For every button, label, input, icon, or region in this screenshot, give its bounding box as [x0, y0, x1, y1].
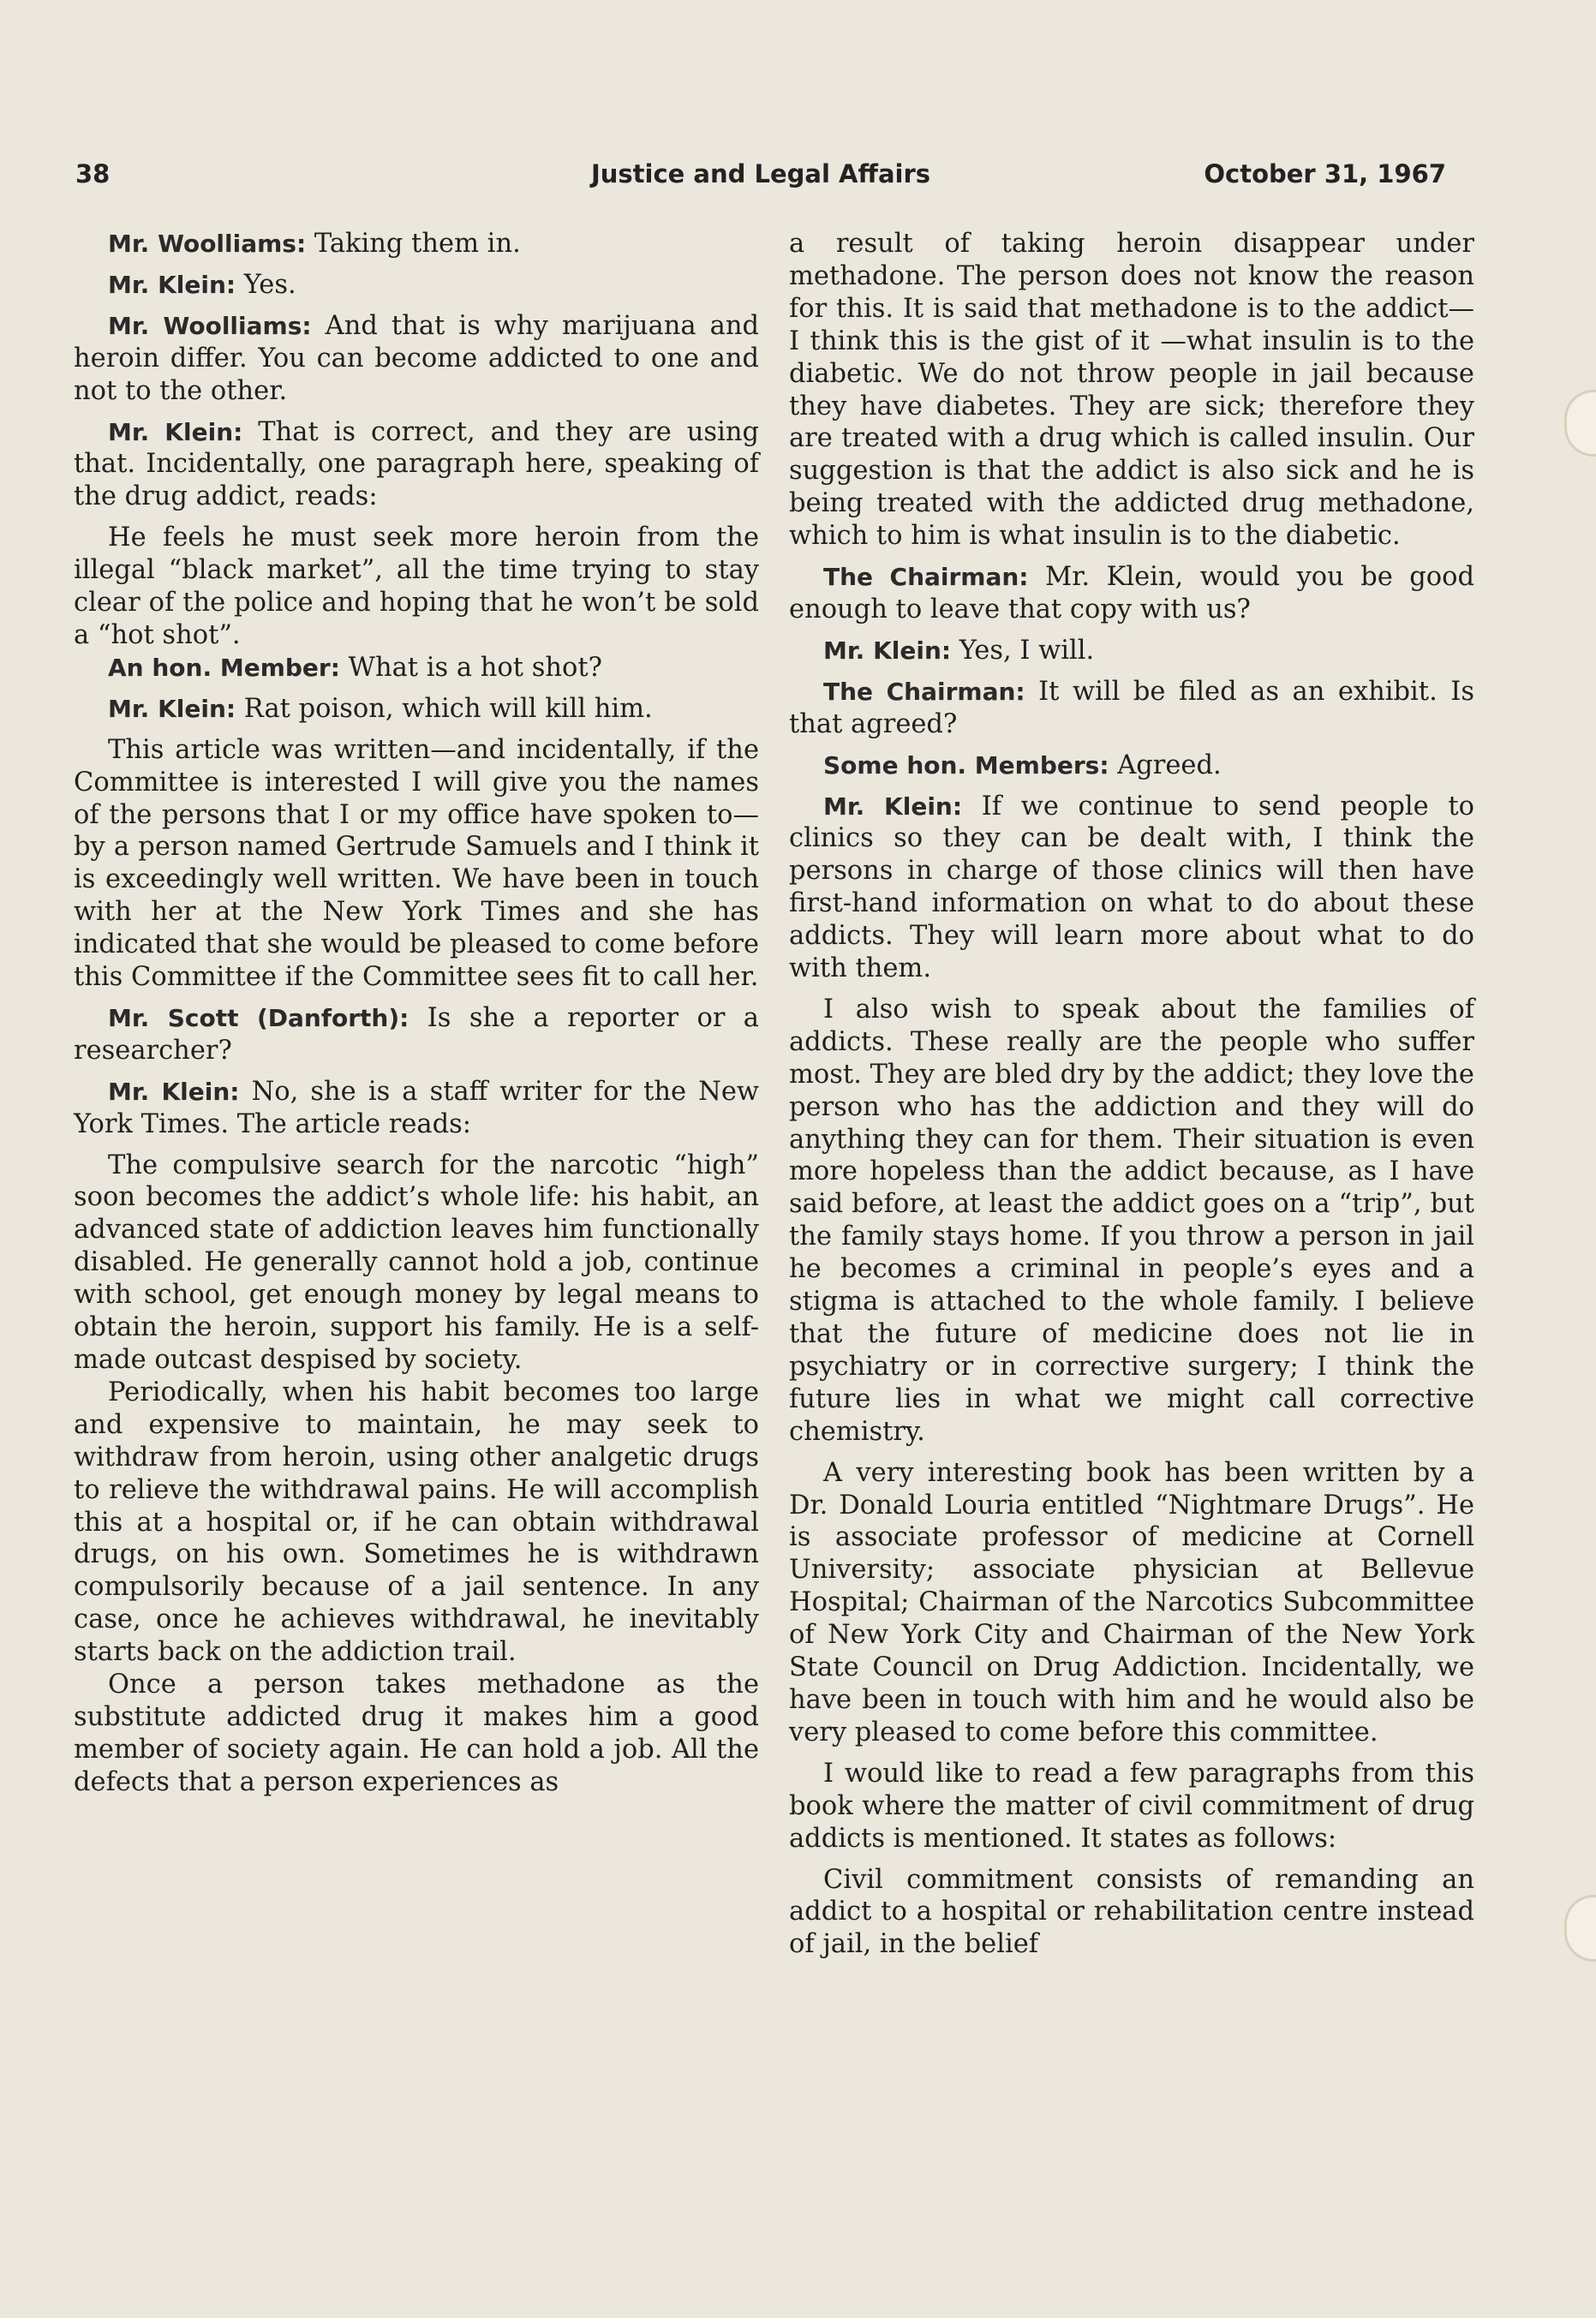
paragraph [74, 1076, 759, 1141]
paragraph [74, 1002, 759, 1067]
paragraph: Once a person takes methadone as the substitute addicted drug it makes him a good member of society again. He can hold a job. All the defects that a person experiences as [74, 1670, 759, 1797]
speaker-name: The Chairman: [823, 677, 1025, 706]
binder-clip-mark [1564, 390, 1596, 457]
block-quote: Periodically, when his habit becomes too large and expensive to maintain, he may seek to withdraw from heroin, using other analgetic drugs to relieve the withdrawal pains. He will accomplish this at a hospital or, if he can obtain withdrawal drugs, on his own. Sometimes he is withdrawn compulsorily because of a jail sentence. In any case, once he achieves withdrawal, he inevitably starts back on the addiction trail. [74, 1377, 759, 1668]
speaker-name: Mr. Scott (Danforth): [108, 1003, 409, 1032]
paragraph [74, 310, 759, 408]
running-header [75, 159, 1446, 194]
speech-text: What is a hot shot? [348, 652, 602, 683]
paragraph [74, 269, 759, 302]
paragraph: A very interesting book has been written by a Dr. Donald Louria entitled “Nightmare Drugs”. He is associate professor of medicine at Cornell University; associate physician at Bellevue Hospital; Chairman of the Narcotics Subcommittee of New York City and Chairman of the New York State Council on Drug Addiction. Incidentally, we have been in touch with him and he would also be very pleased to come before this committee. [789, 1457, 1474, 1747]
paragraph: I would like to read a few paragraphs from this book where the matter of civil commitment of drug addicts is mentioned. It states as follows: [789, 1758, 1474, 1854]
speaker-name: Mr. Woolliams: [108, 311, 312, 340]
speech-text: Mr. Klein, would you be good enough to leave that copy with us? [789, 562, 1474, 624]
paragraph: a result of taking heroin disappear under methadone. The person does not know the reason for this. It is said that methadone is to the addict—I think this is the gist of it —what insulin is to the diabetic. We do not throw people in jail because they have diabetes. They are sick; therefore they are treated with a drug which is called insulin. Our suggestion is that the addict is also sick and he is being treated with the addicted drug methadone, which to him is what insulin is to the diabetic. [789, 229, 1474, 552]
paragraph: This article was written—and incidentally, if the Committee is interested I will give you the names of the persons that I or my office have spoken to—by a person named Gertrude Samuels and I think it is exceedingly well written. We have been in touch with her at the New York Times and she has indicated that she would be pleased to come before this Committee if the Committee sees fit to call her. [74, 734, 759, 993]
publication-date: October 31, 1967 [1204, 159, 1446, 188]
speaker-name: Mr. Klein: [823, 792, 963, 821]
speaker-name: Mr. Woolliams: [108, 230, 307, 258]
speaker-name: Mr. Klein: [108, 1077, 240, 1106]
paragraph [74, 693, 759, 726]
paragraph: I also wish to speak about the families of addicts. These really are the people who suffer most. They are bled dry by the addict; they love the person who has the addiction and they will do anything they can for them. Their situation is even more hopeless than the addict because, as I have said before, at least the addict goes on a “trip”, but the family stays home. If you throw a person in jail he becomes a criminal in people’s eyes and a stigma is attached to the whole family. I believe that the future of medicine does not lie in psychiatry or in corrective surgery; I think the future lies in what we might call corrective chemistry. [789, 994, 1474, 1447]
left-column [74, 228, 759, 1807]
speech-text: Agreed. [1117, 750, 1222, 780]
right-column [789, 228, 1474, 1961]
paragraph [789, 635, 1474, 667]
speaker-name: Some hon. Members: [823, 750, 1109, 780]
page-number: 38 [75, 159, 111, 188]
paragraph [74, 652, 759, 684]
speaker-name: Mr. Klein: [823, 636, 952, 665]
speech-text: Is she a reporter or a researcher? [74, 1002, 759, 1066]
speaker-name: Mr. Klein: [108, 417, 243, 446]
speech-text: If we continue to send people to clinics so they can be dealt with, I think the persons in charge of those clinics will then have first-hand information on what to do about these addicts. They will learn more about what to do with them. [789, 791, 1474, 984]
speech-text: No, she is a staff writer for the New York Times. The article reads: [74, 1076, 760, 1139]
speaker-name: The Chairman: [823, 563, 1029, 592]
speaker-name: Mr. Klein: [108, 694, 236, 723]
block-quote: He feels he must seek more heroin from the illegal “black market”, all the time trying to stay clear of the police and hoping that he won’t be sold a “hot shot”. [74, 523, 759, 650]
speech-text: Yes. [243, 269, 296, 300]
speech-text: And that is why marijuana and heroin differ. You can become addicted to one and not to the other. [74, 310, 759, 406]
speech-text: Yes, I will. [959, 635, 1095, 666]
paragraph [789, 791, 1474, 985]
paragraph [74, 416, 759, 514]
speech-text: That is correct, and they are using that. Incidentally, one paragraph here, speaking of the drug addict, reads: [74, 416, 760, 512]
speech-text: Rat poison, which will kill him. [243, 693, 653, 724]
paragraph [789, 561, 1474, 626]
paragraph [789, 750, 1474, 782]
block-quote: The compulsive search for the narcotic “high” soon becomes the addict’s whole life: his habit, an advanced state of addiction leaves him functionally disabled. He generally cannot hold a job, continue with school, get enough money by legal means to obtain the heroin, support his family. He is a self-made outcast despised by society. [74, 1150, 759, 1375]
block-quote: Civil commitment consists of remanding an addict to a hospital or rehabilitation centre instead of jail, in the belief [789, 1864, 1474, 1960]
speech-text: It will be filed as an exhibit. Is that agreed? [789, 676, 1474, 739]
binder-clip-mark [1564, 1895, 1596, 1962]
publication-title: Justice and Legal Affairs [590, 159, 931, 188]
paragraph [789, 676, 1474, 741]
speaker-name: An hon. Member: [108, 653, 340, 682]
speaker-name: Mr. Klein: [108, 270, 236, 299]
paragraph [74, 228, 759, 260]
speech-text: Taking them in. [314, 229, 521, 259]
